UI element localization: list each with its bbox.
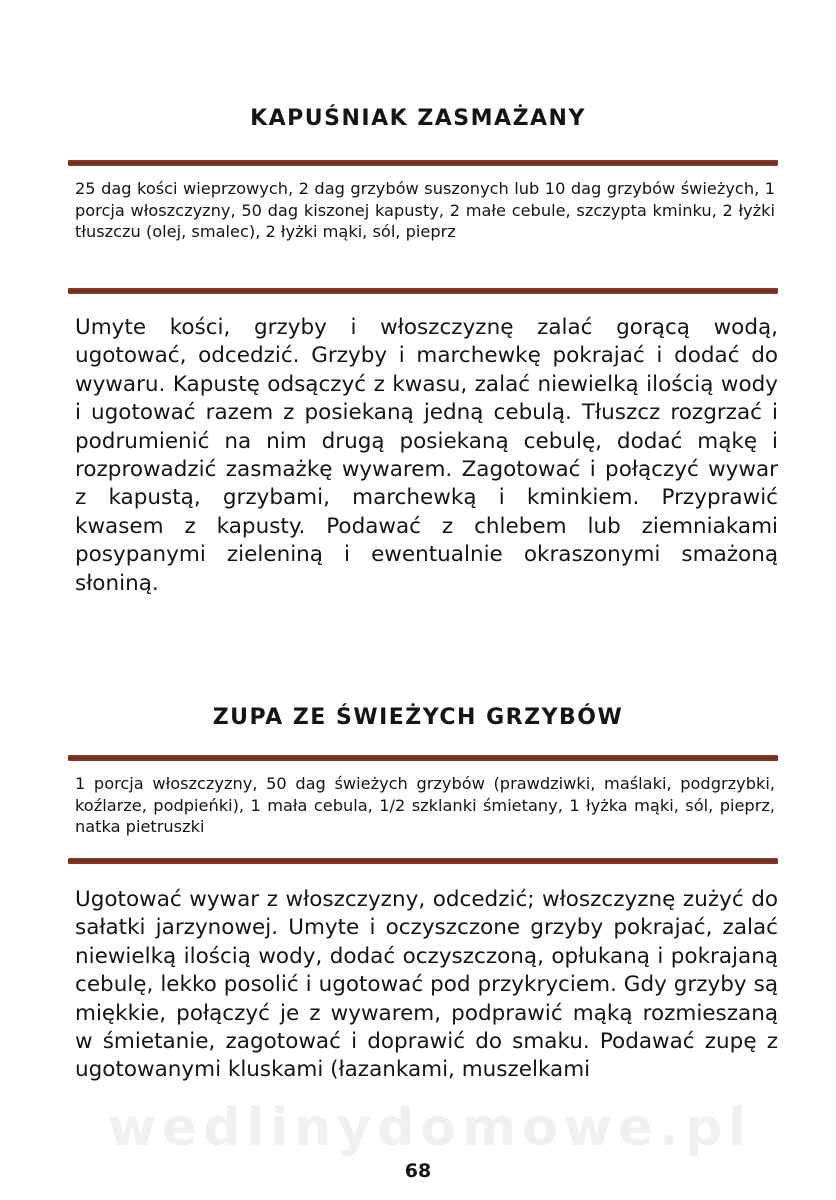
divider-top [68, 755, 778, 761]
method-kapusniak: Umyte kości, grzyby i włoszczyznę zalać gorącą wodą, ugotować, odcedzić. Grzyby i marchewkę pokrajać i dodać do wywaru. Kapustę odsączyć z kwasu, zalać niewielką ilością wody i ugotować razem z posiekaną jedną cebulą. Tłuszcz rozgrzać i podrumienić na nim drugą posiekaną cebulę, dodać mąkę i rozprowadzić zasmażkę wywarem. Zagotować i połączyć wywar z kapustą, grzybami, marchewką i kminkiem. Przyprawić kwasem z kapusty. Podawać z chlebem lub ziemniakami posypanymi zieleniną i ewentualnie okraszonymi smażoną słoniną. [75, 315, 778, 596]
divider-bottom [68, 858, 778, 864]
divider-top [68, 160, 778, 166]
ingredients-zupa-grzybowa: 1 porcja włoszczyzny, 50 dag świeżych grzybów (prawdziwki, maślaki, podgrzybki, koźlarze, podpieńki), 1 mała cebula, 1/2 szklanki śmietany, 1 łyżka mąki, sól, pieprz, natka pietruszki [75, 774, 775, 836]
ingredients-kapusniak: 25 dag kości wieprzowych, 2 dag grzybów suszonych lub 10 dag grzybów świeżych, 1 porcja włoszczyzny, 50 dag kiszonej kapusty, 2 małe cebule, szczypta kminku, 2 łyżki tłuszczu (olej, smalec), 2 łyżki mąki, sól, pieprz [75, 179, 775, 241]
recipe-title-zupa-grzybowa: ZUPA ZE ŚWIEŻYCH GRZYBÓW [212, 705, 624, 730]
recipe-title-kapusniak: KAPUŚNIAK ZASMAŻANY [250, 106, 586, 131]
page-number: 68 [404, 1160, 432, 1182]
divider-bottom [68, 288, 778, 294]
method-zupa-grzybowa: Ugotować wywar z włoszczyzny, odcedzić; włoszczyznę zużyć do sałatki jarzynowej. Umyte i oczyszczone grzyby pokrajać, zalać niewielką ilością wody, dodać oczyszczoną, opłukaną i pokrajaną cebulę, lekko posolić i ugotować pod przykryciem. Gdy grzyby są miękkie, połączyć je z wywarem, podprawić mąką rozmieszaną w śmietanie, zagotować i doprawić do smaku. Podawać zupę z ugotowanymi kluskami (łazankami, muszelkami [75, 887, 778, 1083]
watermark: wedlinydomowe.pl [107, 1098, 753, 1158]
